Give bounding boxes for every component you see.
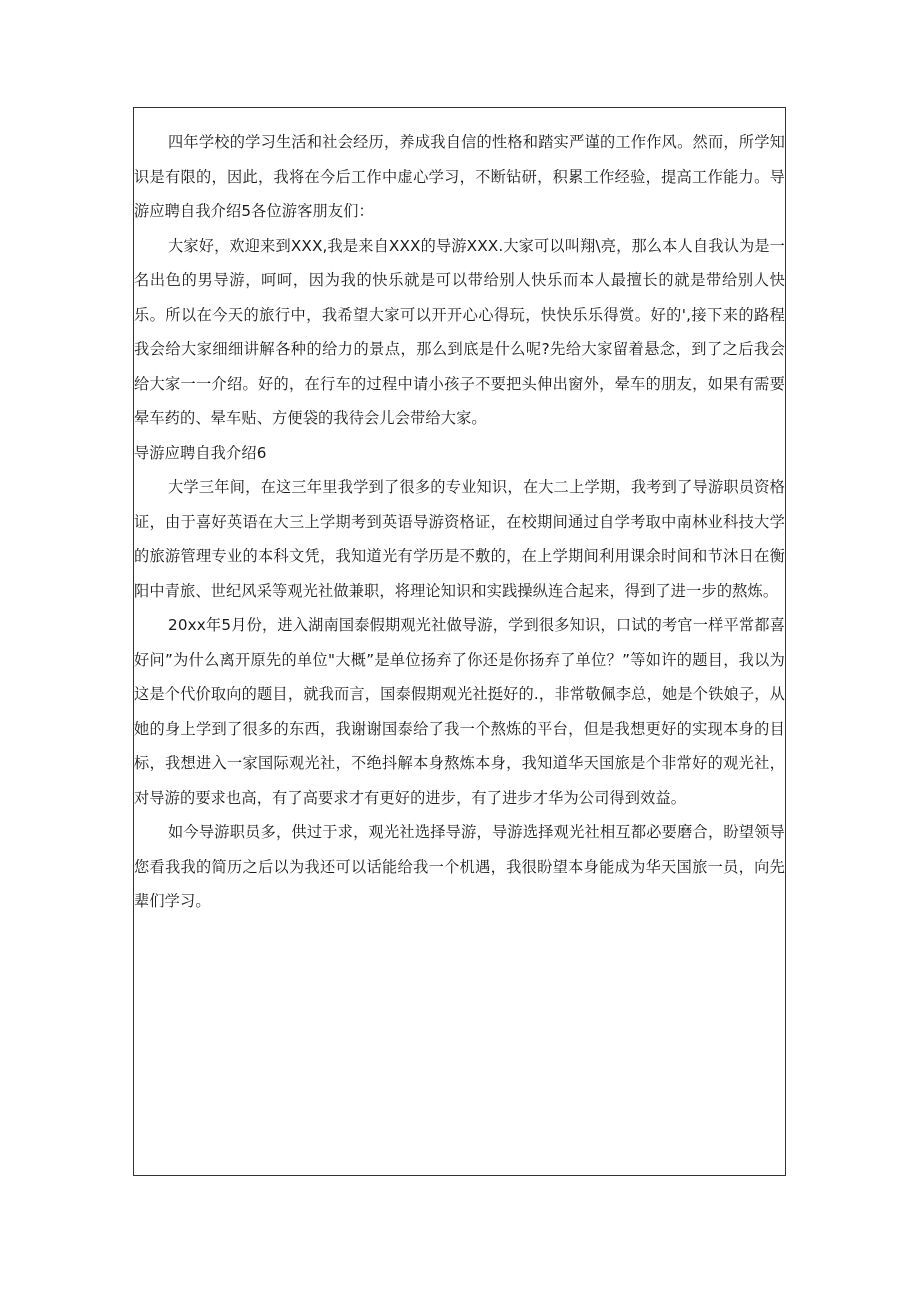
paragraph-university-years: 大学三年间，在这三年里我学到了很多的专业知识，在大二上学期，我考到了导游职员资格证，由于喜好英语在大三上学期考到英语导游资格证，在校期间通过自学考取中南林业科技大学的旅游管理专业的本科文凭，我知道光有学历是不敷的，在上学期间利用课余时间和节沐日在衡阳中青旅、世纪风采等观光社做兼职，将理论知识和实践操纵连合起来，得到了进一步的熬炼。 xyxy=(134,478,785,600)
paragraph-welcome-speech: 大家好，欢迎来到XXX,我是来自XXX的导游XXX.大家可以叫翔\亮，那么本人自我认为是一名出色的男导游，呵呵，因为我的快乐就是可以带给别人快乐而本人最擅长的就是带给别人快乐。所以在今天的旅行中，我希望大家可以开开心心得玩，快快乐乐得赏。好的',接下来的路程我会给大家细细讲解各种的给力的景点，那么到底是什么呢?先给大家留着悬念，到了之后我会给大家一一介绍。好的，在行车的过程中请小孩子不要把头伸出窗外，晕车的朋友，如果有需要晕车药的、晕车贴、方便袋的我待会儿会带给大家。 xyxy=(134,236,785,427)
document-page xyxy=(133,107,786,1176)
document-body xyxy=(134,125,785,919)
paragraph-work-experience: 20xx年5月份，进入湖南国泰假期观光社做导游，学到很多知识，口试的考官一样平常都喜好问”为什么离开原先的单位"大概”是单位扬弃了你还是你扬弃了单位？”等如许的题目，我以为这是个代价取向的题目，就我而言，国泰假期观光社挺好的.，非常敬佩李总，她是个铁娘子，从她的身上学到了很多的东西，我谢谢国泰给了我一个熬炼的平台，但是我想更好的实现本身的目标，我想进入一家国际观光社，不绝抖解本身熬炼本身，我知道华天国旅是个非常好的观光社，对导游的要求也高，有了高要求才有更好的进步，有了进步才华为公司得到效益。 xyxy=(134,616,785,807)
paragraph-closing: 如今导游职员多，供过于求，观光社选择导游，导游选择观光社相互都必要磨合，盼望领导您看我我的简历之后以为我还可以话能给我一个机遇，我很盼望本身能成为华天国旅一员，向先辈们学习。 xyxy=(134,823,785,910)
section-heading-intro-6: 导游应聘自我介绍6 xyxy=(134,443,267,462)
paragraph-study-summary: 四年学校的学习生活和社会经历，养成我自信的性格和踏实严谨的工作作风。然而，所学知识是有限的，因此，我将在今后工作中虚心学习，不断钻研，积累工作经验，提高工作能力。导游应聘自我介绍5各位游客朋友们： xyxy=(134,133,785,220)
